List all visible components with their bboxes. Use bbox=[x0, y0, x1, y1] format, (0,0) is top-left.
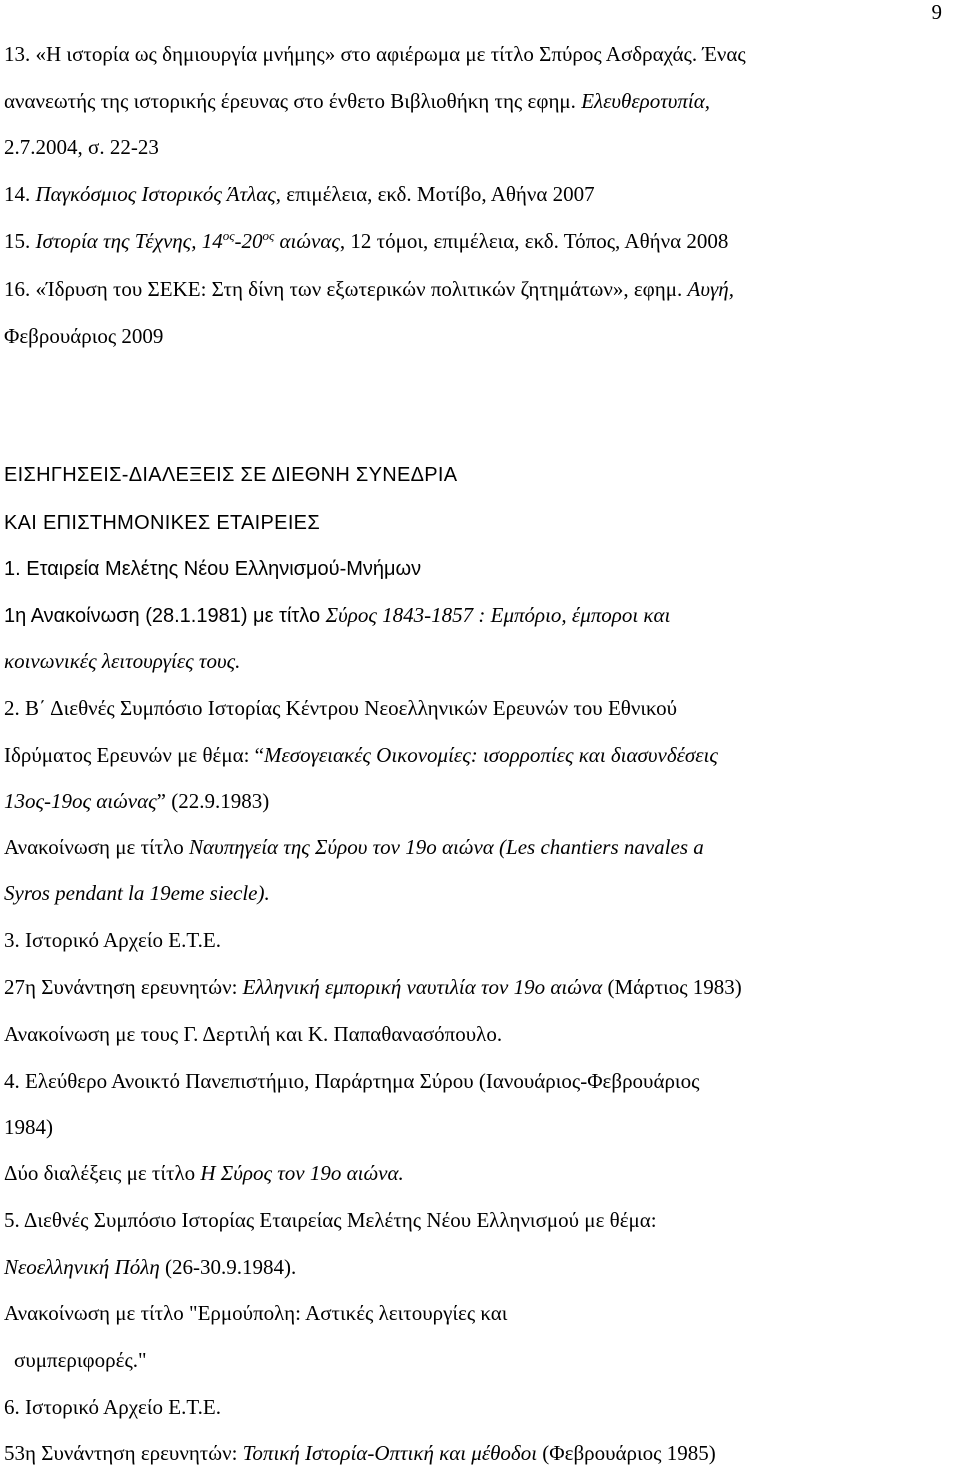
item-5-line-2 bbox=[4, 1253, 296, 1281]
entry-15-number: 15. bbox=[4, 229, 36, 253]
item-2-theme: Μεσογειακές Οικονομίες: ισορροπίες και διασυνδέσεις bbox=[264, 743, 718, 767]
section-heading-line-1: ΕΙΣΗΓΗΣΕΙΣ-ΔΙΑΛΕΞΕΙΣ ΣΕ ΔΙΕΘΝΗ ΣΥΝΕΔΡΙΑ bbox=[4, 464, 458, 486]
item-2-talk-title: Ναυπηγεία της Σύρου τον 19ο αιώνα (Les chantiers navales a bbox=[189, 835, 704, 859]
item-4-line-3 bbox=[4, 1159, 404, 1187]
item-3-date: (Μάρτιος 1983) bbox=[602, 975, 742, 999]
item-2-line-3 bbox=[4, 787, 269, 815]
entry-15-title-part: αιώνας bbox=[274, 229, 340, 253]
entry-14-publisher: , επιμέλεια, εκδ. Μοτίβο, Αθήνα 2007 bbox=[275, 182, 595, 206]
entry-13-line-1 bbox=[4, 40, 746, 68]
item-1-line-2 bbox=[4, 601, 670, 630]
entry-16-text: 16. «Ίδρυση του ΣΕΚΕ: Στη δίνη των εξωτερικών πολιτικών ζητημάτων», εφημ. bbox=[4, 277, 688, 301]
item-2-line-1: 2. Β΄ Διεθνές Συμπόσιο Ιστορίας Κέντρου Νεοελληνικών Ερευνών του Εθνικού bbox=[4, 696, 677, 720]
item-2-text: Ανακοίνωση με τίτλο bbox=[4, 835, 190, 859]
item-2-line-2 bbox=[4, 741, 718, 769]
item-2-theme: 13ος-19ος αιώνας bbox=[4, 789, 157, 813]
entry-13-text: ανανεωτής της ιστορικής έρευνας στο ένθετο Βιβλιοθήκη της εφημ. bbox=[4, 89, 582, 113]
item-5-line-3: Ανακοίνωση με τίτλο "Ερμούπολη: Αστικές λειτουργίες και bbox=[4, 1301, 508, 1325]
item-5-date: (26-30.9.1984). bbox=[159, 1255, 297, 1279]
entry-13-line-2 bbox=[4, 87, 710, 115]
entry-14 bbox=[4, 180, 595, 208]
item-1-talk-title: Σύρος 1843-1857 : Εμπόριο, έμποροι και bbox=[325, 603, 671, 627]
entry-13-date: 2.7.2004, σ. 22-23 bbox=[4, 135, 159, 159]
entry-16-line-2 bbox=[4, 322, 163, 350]
item-6-theme: Τοπική Ιστορία-Οπτική και μέθοδοι bbox=[242, 1441, 538, 1465]
entry-14-number: 14. bbox=[4, 182, 36, 206]
item-6-title: 6. Ιστορικό Αρχείο Ε.Τ.Ε. bbox=[4, 1395, 221, 1419]
item-3-text: 27η Συνάντηση ερευνητών: bbox=[4, 975, 243, 999]
item-3-line-3: Ανακοίνωση με τους Γ. Δερτιλή και Κ. Παπαθανασόπουλο. bbox=[4, 1022, 503, 1046]
entry-15-title-part: Ιστορία της Τέχνης, 14 bbox=[35, 229, 223, 253]
entry-15 bbox=[4, 227, 728, 255]
item-6-text: 53η Συνάντηση ερευνητών: bbox=[4, 1441, 243, 1465]
item-5-line-1: 5. Διεθνές Συμπόσιο Ιστορίας Εταιρείας Μελέτης Νέου Ελληνισμού με θέμα: bbox=[4, 1208, 657, 1232]
entry-15-superscript: ος bbox=[262, 228, 275, 243]
item-1-text: 1η Ανακοίνωση (28.1.1981) με τίτλο bbox=[4, 605, 326, 627]
section-heading-line-2: ΚΑΙ ΕΠΙΣΤΗΜΟΝΙΚΕΣ ΕΤΑΙΡΕΙΕΣ bbox=[4, 512, 320, 534]
item-4-line-1: 4. Ελεύθερο Ανοικτό Πανεπιστήμιο, Παράρτημα Σύρου (Ιανουάριος-Φεβρουάριος bbox=[4, 1069, 700, 1093]
item-3-line-2 bbox=[4, 973, 742, 1001]
entry-16-line-1 bbox=[4, 275, 734, 303]
entry-13-text: 13. «Η ιστορία ως δημιουργία μνήμης» στο αφιέρωμα με τίτλο Σπύρος Ασδραχάς. Ένας bbox=[4, 42, 746, 66]
entry-14-title: Παγκόσμιος Ιστορικός Άτλας bbox=[35, 182, 276, 206]
entry-15-superscript: ος bbox=[222, 228, 235, 243]
entry-15-title-part: -20 bbox=[234, 229, 263, 253]
item-5-line-4: συμπεριφορές." bbox=[14, 1348, 147, 1372]
item-1-line-3 bbox=[4, 647, 240, 675]
page-number: 9 bbox=[931, 0, 942, 24]
item-2-text: Ιδρύματος Ερευνών με θέμα: “ bbox=[4, 743, 264, 767]
item-5-theme: Νεοελληνική Πόλη bbox=[4, 1255, 160, 1279]
entry-16-newspaper: Αυγή, bbox=[687, 277, 734, 301]
item-1-title: 1. Εταιρεία Μελέτης Νέου Ελληνισμού-Μνήμων bbox=[4, 558, 422, 580]
item-4-text: Δύο διαλέξεις με τίτλο bbox=[4, 1161, 201, 1185]
entry-13-line-3 bbox=[4, 133, 159, 161]
item-6-date: (Φεβρουάριος 1985) bbox=[537, 1441, 716, 1465]
item-4-line-2: 1984) bbox=[4, 1115, 53, 1139]
item-3-title: 3. Ιστορικό Αρχείο Ε.Τ.Ε. bbox=[4, 928, 221, 952]
entry-13-newspaper: Ελευθεροτυπία, bbox=[581, 89, 710, 113]
entry-16-date: Φεβρουάριος 2009 bbox=[4, 324, 164, 348]
item-2-date: ” (22.9.1983) bbox=[156, 789, 270, 813]
entry-15-publisher: , 12 τόμοι, επιμέλεια, εκδ. Τόπος, Αθήνα 2008 bbox=[339, 229, 729, 253]
item-6-line-2 bbox=[4, 1439, 716, 1467]
item-4-talk-title: Η Σύρος τον 19ο αιώνα. bbox=[200, 1161, 404, 1185]
item-1-talk-title: κοινωνικές λειτουργίες τους. bbox=[4, 649, 241, 673]
item-3-theme: Ελληνική εμπορική ναυτιλία τον 19ο αιώνα bbox=[242, 975, 603, 999]
item-2-talk-title: Syros pendant la 19eme siecle). bbox=[4, 881, 270, 905]
item-2-line-5 bbox=[4, 879, 270, 907]
item-2-line-4 bbox=[4, 833, 704, 861]
